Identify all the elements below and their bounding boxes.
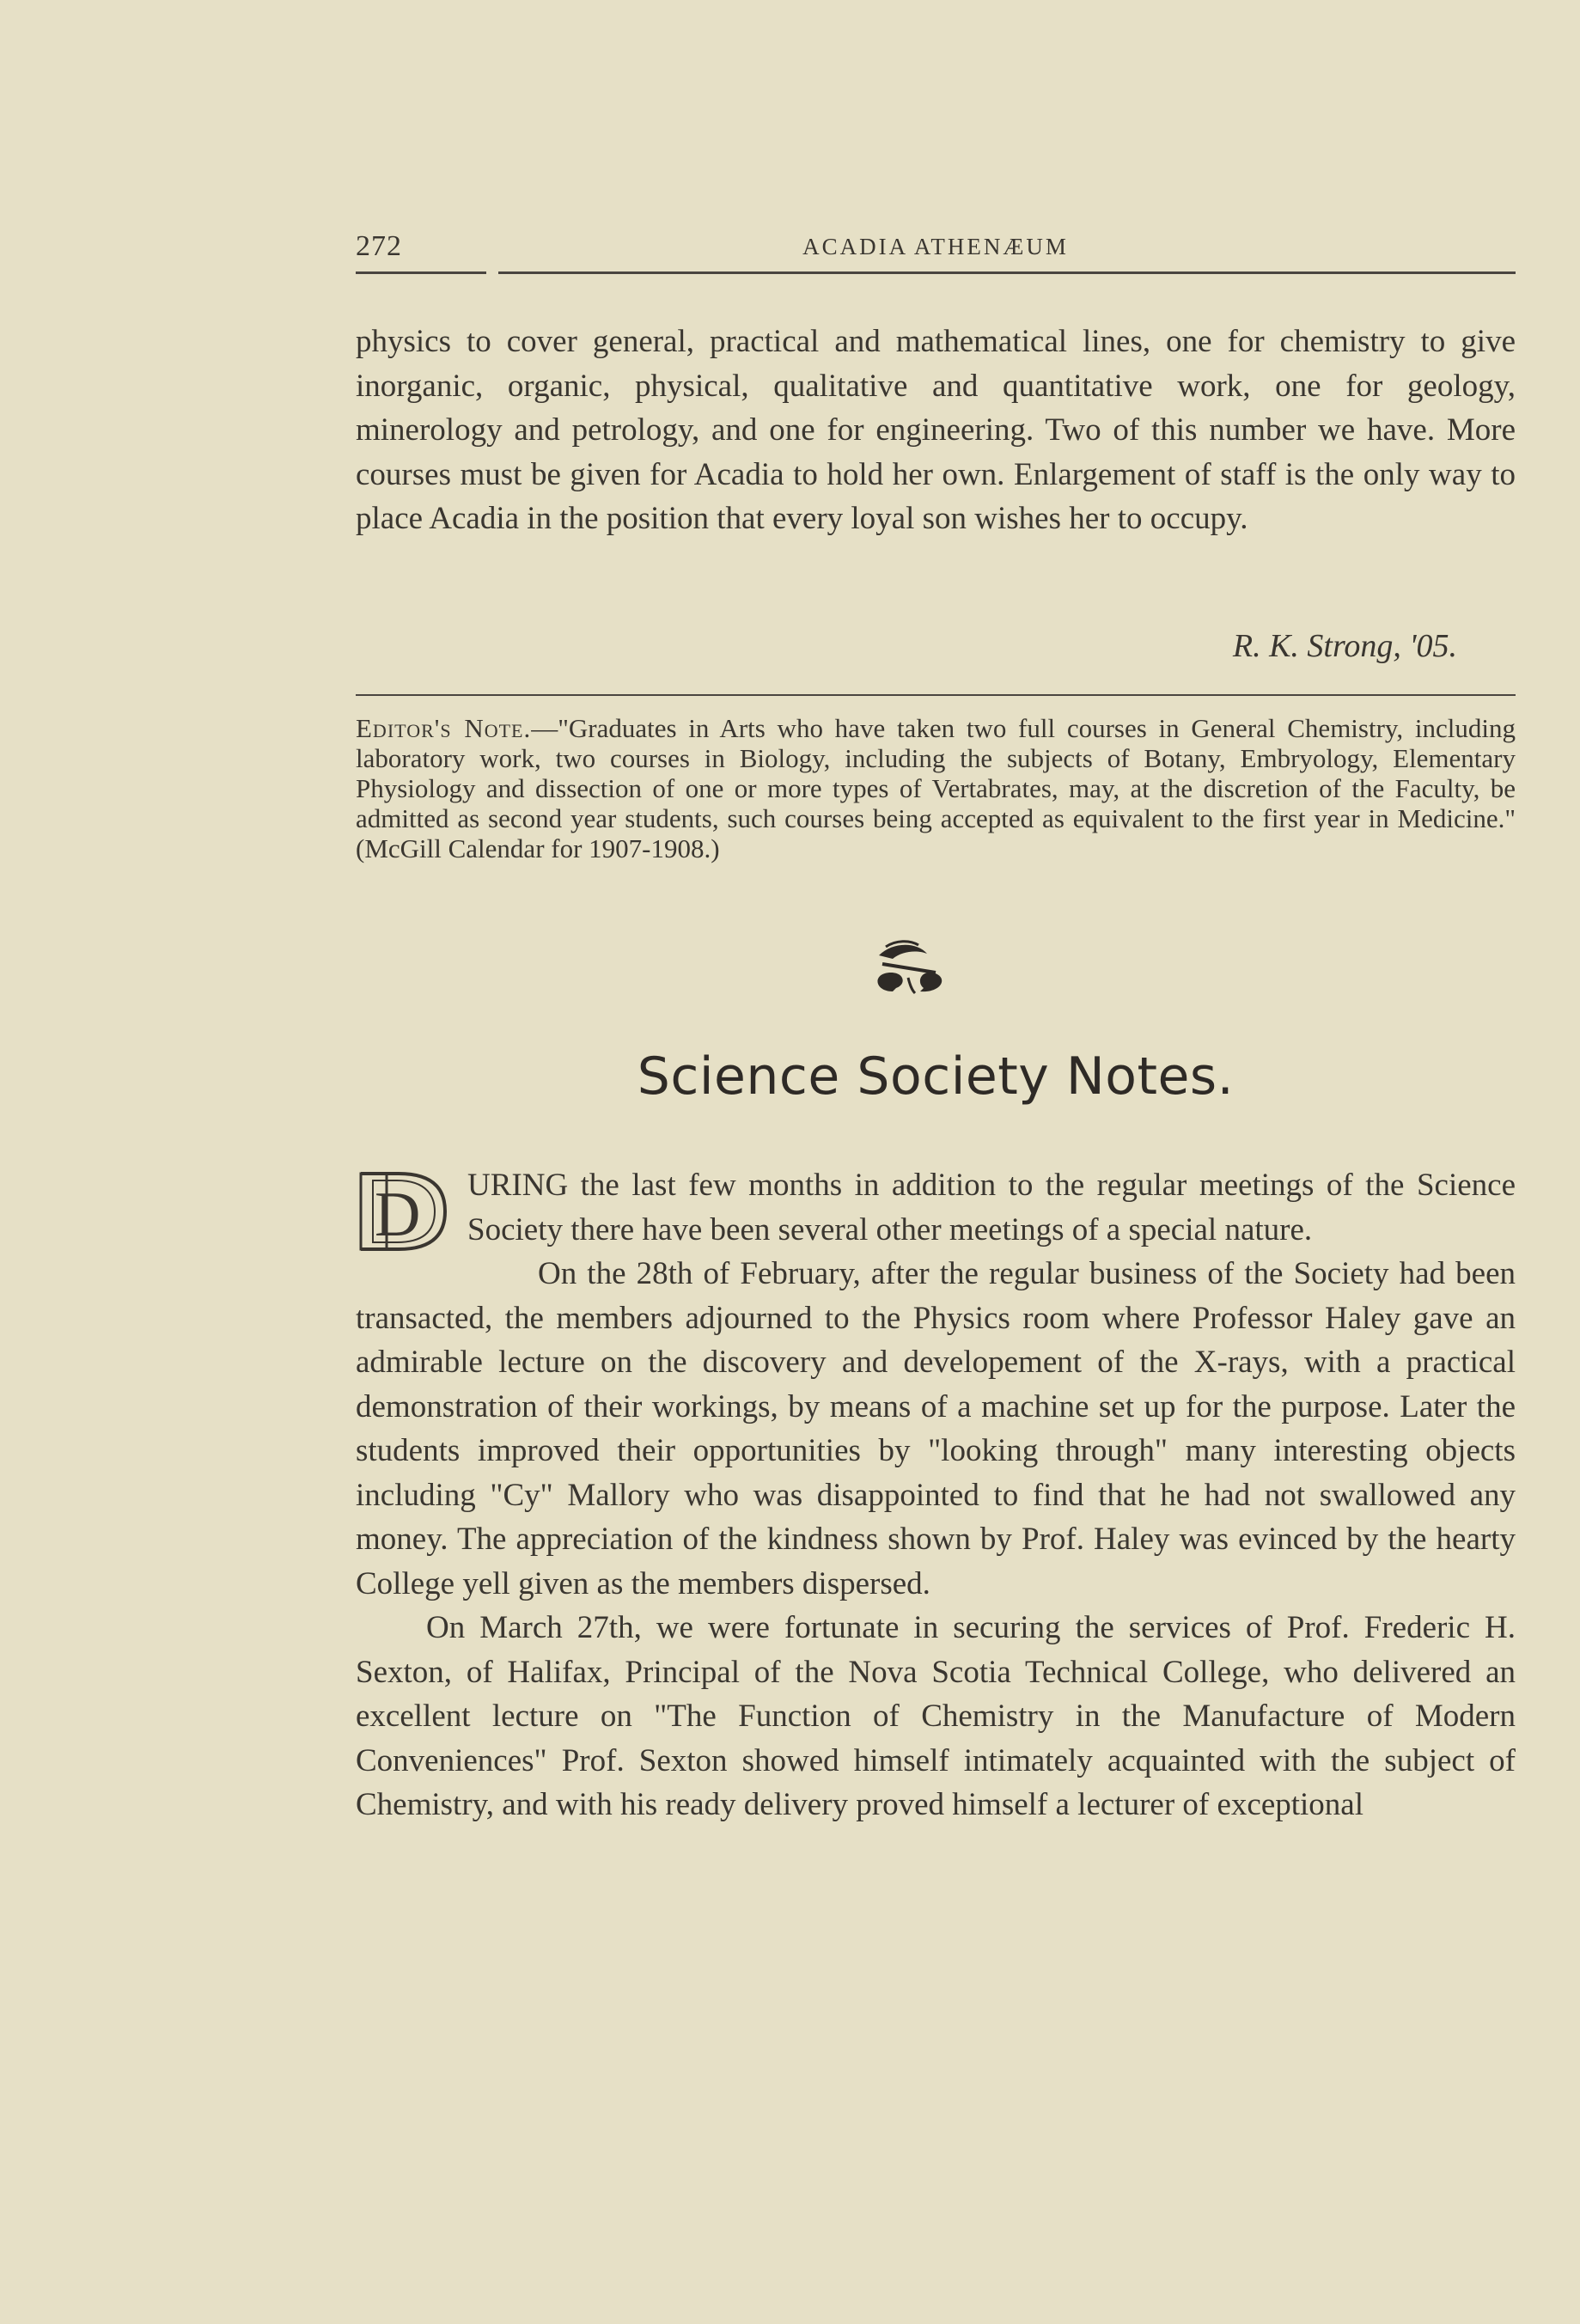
page-number: 272 [356,230,402,262]
editor-note [356,713,1516,863]
section-paragraph-2: On the 28th of February, after the regular business of the Society had been transacted, the members adjourned to the Physics room where Professor Haley gave an admirable lecture on the discovery and developement of the X-rays, with a practical demonstration of their workings, by means of a machine set up for the purpose. Later the students improved their opportunities by "looking through" many interesting objects including "Cy" Mallory who was disappointed to find that he had not swallowed any money. The appreciation of the kindness shown by Prof. Haley was evinced by the hearty College yell given as the members dispersed. [356,1256,1516,1601]
drop-cap-letter: D [375,1180,421,1250]
section-paragraph-1: URING the last few months in addition to the regular meetings of the Science Society there have been several other meetings of a special nature. [467,1168,1516,1247]
section-body [356,1163,1516,1827]
section-divider [356,694,1516,696]
author-signature: R. K. Strong, '05. [1232,628,1457,664]
fleuron-ornament-icon [867,938,953,998]
drop-cap-d [356,1168,448,1254]
header-rule-right [498,271,1516,274]
page-header [356,230,1516,273]
editor-note-label: Editor's Note. [356,713,532,743]
editor-note-text: —"Graduates in Arts who have taken two full courses in General Chemistry, including laboratory work, two courses in Biology, including the subjects of Botany, Embryology, Elementary Physiology and dissection of one or more types of Vertabrates, may, at the discretion of the Faculty, be admitted as second year students, such courses being accepted as equivalent to the first year in Medicine." (McGill Calendar for 1907-1908.) [356,713,1516,863]
continued-paragraph: physics to cover general, practical and mathematical lines, one for chemistry to give inorganic, organic, physical, qualitative and quantitative work, one for geology, minerology and petrology, and one for engineering. Two of this number we have. More courses must be given for Acadia to hold her own. Enlargement of staff is the only way to place Acadia in the position that every loyal son wishes her to occupy. [356,324,1516,536]
header-rule-left [356,271,486,274]
section-paragraph-3: On March 27th, we were fortunate in securing the services of Prof. Frederic H. Sexton, of Halifax, Principal of the Nova Scotia Technical College, who delivered an excellent lecture on "The Function of Chemistry in the Manufacture of Modern Conveniences" Prof. Sexton showed himself intimately acquainted with the subject of Chemistry, and with his ready delivery proved himself a lecturer of exceptional [356,1610,1516,1822]
section-title: Science Society Notes. [637,1046,1235,1107]
running-head: ACADIA ATHENÆUM [802,234,1069,259]
